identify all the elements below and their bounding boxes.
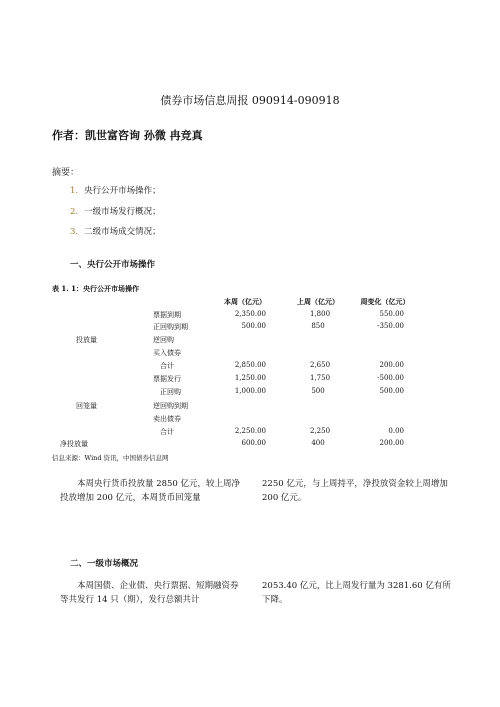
cell-last-week: 400 xyxy=(311,439,325,447)
group-label-withdraw: 回笼量 xyxy=(76,402,97,410)
cell-change: -500.00 xyxy=(377,374,404,382)
row-label: 买入债券 xyxy=(153,349,181,357)
cell-change: 500.00 xyxy=(379,387,404,395)
abstract-label: 摘要： xyxy=(52,168,80,178)
row-label: 票据发行 xyxy=(153,375,181,383)
cell-change: 200.00 xyxy=(379,361,404,369)
row-label: 逆回购到期 xyxy=(153,402,188,410)
outline-item-2 xyxy=(70,205,161,217)
section-2-paragraph-left: 本周国债、企业债、央行票据、短期融资券等共发行 14 只（期），发行总额共计 xyxy=(60,581,239,605)
cell-last-week: 1,800 xyxy=(310,310,331,318)
section-2-heading: 二、一级市场概况 xyxy=(70,559,139,569)
cell-change: 550.00 xyxy=(379,310,404,318)
row-label: 合计 xyxy=(160,362,174,370)
col-header-weekly-change: 周变化（亿元） xyxy=(360,297,410,306)
cell-change: 200.00 xyxy=(379,439,404,447)
row-label: 正回购 xyxy=(160,388,181,396)
outline-number: 2. xyxy=(70,207,79,217)
outline-text: 二级市场成交情况； xyxy=(84,227,161,237)
cell-last-week: 500 xyxy=(311,387,325,395)
section-2-paragraph-right: 2053.40 亿元，比上周发行量为 3281.60 亿有所下降。 xyxy=(262,581,451,605)
row-label: 逆回购 xyxy=(153,336,174,344)
col-header-this-week: 本周（亿元） xyxy=(224,297,266,306)
cell-last-week: 2,250 xyxy=(310,427,331,435)
group-label-net: 净投放量 xyxy=(60,440,88,448)
outline-text: 一级市场发行概况； xyxy=(84,207,161,217)
report-title: 债券市场信息周报 090914-090918 xyxy=(160,94,340,107)
outline-item-1 xyxy=(70,184,161,196)
group-label-release: 投放量 xyxy=(76,336,97,344)
cell-this-week: 500.00 xyxy=(241,322,266,330)
cell-last-week: 1,750 xyxy=(310,374,331,382)
outline-number: 1. xyxy=(70,186,79,196)
section-1-paragraph-left: 本周央行货币投放量 2850 亿元，较上周净投放增加 200 亿元，本周货币回笼量 xyxy=(60,479,241,503)
cell-last-week: 2,650 xyxy=(310,361,331,369)
cell-this-week: 2,250.00 xyxy=(234,427,266,435)
row-label: 卖出债券 xyxy=(153,415,181,423)
author-line: 作者：凯世富咨询 孙微 冉竞真 xyxy=(52,129,203,142)
table-source: 信息来源：Wind 资讯，中国债券信息网 xyxy=(52,454,169,462)
table-caption: 表 1. 1：央行公开市场操作 xyxy=(52,284,140,293)
cell-this-week: 1,250.00 xyxy=(234,374,266,382)
cell-change: -350.00 xyxy=(377,322,404,330)
cell-this-week: 2,850.00 xyxy=(234,361,266,369)
section-1-heading: 一、央行公开市场操作 xyxy=(70,260,156,270)
cell-this-week: 600.00 xyxy=(241,439,266,447)
outline-number: 3. xyxy=(70,227,79,237)
row-label: 票据到期 xyxy=(153,311,181,319)
row-label: 合计 xyxy=(160,428,174,436)
cell-change: 0.00 xyxy=(388,427,404,435)
row-label: 正回购到期 xyxy=(153,323,188,331)
outline-item-3 xyxy=(70,225,161,237)
section-1-paragraph-right: 2250 亿元，与上周持平，净投放资金较上周增加 200 亿元。 xyxy=(262,479,448,503)
cell-last-week: 850 xyxy=(311,322,325,330)
col-header-last-week: 上周（亿元） xyxy=(297,297,339,306)
cell-this-week: 2,350.00 xyxy=(234,310,266,318)
outline-text: 央行公开市场操作； xyxy=(84,186,161,196)
cell-this-week: 1,000.00 xyxy=(234,387,266,395)
